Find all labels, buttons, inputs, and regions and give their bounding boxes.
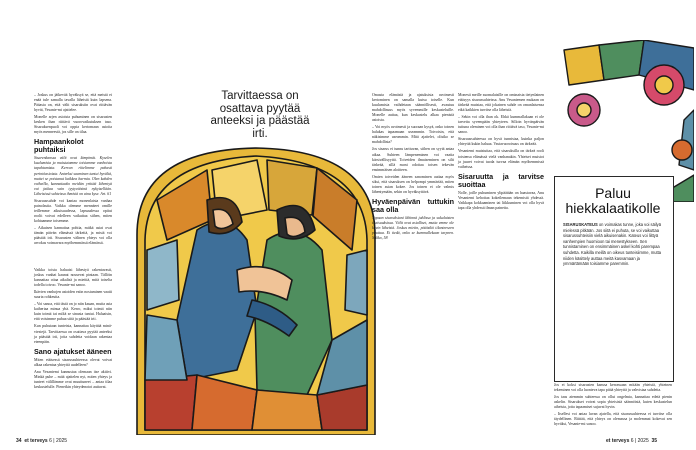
paragraph: – Itsellesi voi antaa luvan ajatella, että sisarussuhteessa ei tarvitse olla täydellinen. Riittää, että yhteys on olemassa ja molemmat kokevat sen hyväksi, Vesanie-mi sanoo. bbox=[554, 412, 672, 427]
page-number-left: 34 bbox=[16, 438, 22, 444]
paragraph: Jos sisarus ei tunnu tarttuvan, siihen on syytä antaa aikaa. Suhteen lämpeneminen voi vaatia kärsivällisyyttä. Toiveiden ilmaiseminen on silti tärkeää, sillä moni odottaa toisen tekevän ensimmäisen aloitteen. bbox=[372, 147, 454, 172]
sidebar-text: on voimakas tunne, joka voi säilyä mielessä pitkään. Jos siitä ei puhuta, se voi vaikuttaa sisarussuhteisiin vielä aikuisenakin. Kateus voi liittyä vanhempien huomioon tai menestykseen. Sen tunnistaminen on ensimmäinen askel kohti parempaa suhdetta. Kaikilla meillä on oikeus tunteisiimme, mutta niiden käsittely auttaa meitä kasvamaan ja ymmärtämään toisiamme paremmin. bbox=[563, 222, 662, 267]
paragraph: Jos ei koksi sisarusten kanssa kerrassaan mitään yhteistä, yhteinen tekeminen voi olla luonteva tapa pitää yhteyttä ja vahvistaa suhdetta. bbox=[554, 383, 672, 393]
article-column-4 bbox=[554, 383, 672, 429]
article-column-1 bbox=[34, 93, 112, 248]
reader-quote: Sisarenkanssa välit ovat lämpimät. Kyselen kuulumisia ja muistutamme toisiamme vanhoista tapahtumista. Kerran riitelimme pahasti perintöasioista. Anteeksi saaminen tuntui hyvältä, muttei se poistanut kaikkea harmia. Olen kahden vaiheilla, kannattaako meidän yrittää lähentyä vai jatkaa vain tyytyväisinä nykyisellään. Läheisissä suhteissa ihmisiä on aina kyse. Art. 61 bbox=[34, 156, 112, 196]
issue-right: 6 | 2025 bbox=[630, 438, 649, 444]
paragraph: Omasta elämästä ja ajatuksista avoimesti kertominen on samalla kutsu toiselle. Kun kuulumisia vaihdetaan säännöllisesti, avautuu mahdollisuus myös syvemmille keskusteluille. Monelle auttaa, kun keskustelu alkaa pienistä asioista. bbox=[372, 93, 454, 123]
paragraph: Ikävien vanhojen asioiden esiin nostaminen vaatii suurta rohkeutta. bbox=[34, 290, 112, 300]
sidebar-body bbox=[563, 222, 663, 267]
paragraph: – Sekin voi olla ihan ok. Ehkä kummallakaan ei ole tarvetta syvempään yhteyteen. Silloin hyvänpäivän tuttuna oleminen voi olla ihan riittävä taso, Vesanie-mi sanoo. bbox=[458, 115, 544, 135]
paragraph: – Aikuisen kannattaa pohtia, mitkä asiat ovat tämän päivän elämässä tärkeitä, ja mistä voi päästää irti. Sisarusten välinen yhteys voi olla arvokas voimavara myöhemmässä elämässä. bbox=[34, 225, 112, 246]
article-column-3 bbox=[372, 93, 454, 243]
brand-right: et terveys bbox=[606, 438, 630, 444]
paragraph: Kun puhutaan tunteista, kannattaa käyttää minä-viestejä. Tarvittaessa on osattava pyytää anteeksi ja päästää irti, jotta suhdetta voidaan rakentaa eteenpäin. bbox=[34, 324, 112, 344]
article-column-2 bbox=[34, 268, 112, 392]
paragraph: Sisaruussuhteessa on hyvä tunnistaa, kuinka paljon yhteyttä kukin haluaa. Vastavuoroisuus on tärkeää. bbox=[458, 137, 544, 147]
paragraph: Monesti meille suomalaisille on ominaista tietynlainen etäisyys sisarussuhteissa. Anu Vesaniemen mukaan on tärkeää muistaa, että jokainen suhde on omanlaisensa eikä kaikkien tarvitse olla läheisiä. bbox=[458, 93, 544, 113]
paragraph: Miten etäisessä sisarussuhteessa olevat voivat alkaa rakentaa yhteyttä uudelleen? bbox=[34, 357, 112, 367]
paragraph: Omien toiveiden ääneen sanominen auttaa myös siksi, että sisaruksen on helpompi ymmärtää, miten toinen asian kokee. Jos toinen ei ole valmis lähentymään, sekin on hyväksyttävä. bbox=[372, 174, 454, 194]
sidebar-lead: SISARUSKATEUS bbox=[563, 222, 598, 227]
subheading: Hyväenpäivän tuttukin saa olla bbox=[372, 196, 454, 214]
paragraph: Vesaniemi muistuttaa, että sisaruksilla on tärkeä rooli toistensa elämässä vielä vanhanakin. Yhteiset muistot ja juuret voivat tuoda turvaa elämän myöhemmissä vaiheissa. bbox=[458, 149, 544, 169]
paragraph: – Joskus on jätkevää hyväksyä se, että meistä ei enää tule samalla tavalla läheisiä kuin lapsena. Pääasia on, että välit sisaruksiin ovat riittävän hyvät, Vesanie-mi ajattelee. bbox=[34, 93, 112, 113]
paragraph: Sisaruussuhde voi kantaa monenlaista vanhaa painolastia. Vaikka olemme mennäeet omille teillemme aikuisuudessa, lapsuudessa opitut roolit voivat edelleen vaikuttaa siihen, miten kohtaamme toisemme. bbox=[34, 198, 112, 223]
paragraph: Jos taas aiemmin suhteessa on ollut ongelmia, kannattaa edetä pienin askelin. Sisarukset voivat sopia yhteisistä säännöistä, kuten keskustelun aiheista, jotta tapaamiset sujuvat hyvin. bbox=[554, 395, 672, 410]
subheading: Hampaankolot puhtaiksi bbox=[34, 137, 84, 155]
stained-glass-illustration bbox=[117, 140, 395, 435]
footer-right bbox=[606, 438, 657, 444]
paragraph: Nolle, joille puhuminen ylipäätään on haastavaa, Anu Vesaniemi kehottaa kokeilemaan tekemistä yhdessä. Vaikkapa kokkaaminen tai liikkuminen voi olla hyvä tapa olla yhdessä ilman painetta. bbox=[458, 190, 544, 210]
page-number-right: 35 bbox=[651, 438, 658, 444]
paragraph: Vaikka toista haluaisi lähestyä rakentavasti, joskus vanhat kaunat nousevat pintaan. Tällöin kannattaa ottaa aikalisä ja miettiä, mitä toiselta todella toivoo. Vesanie-mi sanoo. bbox=[34, 268, 112, 288]
paragraph: – Voi myös avoimesti ja suoraan kysyä, onko toinen halukas tapaamaan useammin. Toivoisin, että näkisimme useammin. Mitä ajattelet, olisiko se mahdollista? bbox=[372, 125, 454, 145]
issue-left: 6 | 2025 bbox=[49, 438, 68, 444]
article-column-3b bbox=[458, 93, 544, 213]
pull-quote: Tarvittaessa on osattava pyytää anteeksi ja päästää irti. bbox=[210, 90, 310, 140]
subheading: Sisaruutta ja tarvitse suoittaa bbox=[458, 171, 544, 189]
reader-quote: Tapaan sisaruksiani lähinnä juhlissa ja sukulaisten tilaisuuksissa. Välit ovat asialliset, mutta emme ole kovin läheisiä. Joskus mietin, pitäisikö tilanteeseen puuttua. Ei tiedä, onko se kummallekaan tarpeen. Mikko, 58 bbox=[372, 215, 454, 241]
brand-left: et terveys bbox=[24, 438, 48, 444]
paragraph: – Voi sanoa, että tästä on jo niin kauan, mutta asia kaihertaa minua yhä. Kerro, miksi toimit niin kuin toimit tai miltä se sinusta tuntui. Haluaisin, että voisimme puhua siitä ja päästää irti. bbox=[34, 302, 112, 322]
footer-left bbox=[16, 438, 67, 444]
sidebar-title: Paluu hiekkalaatikolle bbox=[565, 185, 661, 216]
paragraph: Monelle arjen asioista puhuminen on sisarusten kesken ihan riittävä vuorovaikutuksen taso. Sisaruksenpuoli voi oppia kertomaan asioita myös menneestä, jos sille on tilaa. bbox=[34, 115, 112, 135]
paragraph: Anu Vesaniemi kannustaa olemaan itse aktiivi. Minkä puhe – mitä ajattelen nyt, miten yhteys ja tunteet välillämme ovat muuttuneet – antaa tilaa keskustelulle. Pienetkin yhteydenotot auttavat. bbox=[34, 369, 112, 389]
subheading: Sano ajatukset ääneen bbox=[34, 346, 112, 356]
